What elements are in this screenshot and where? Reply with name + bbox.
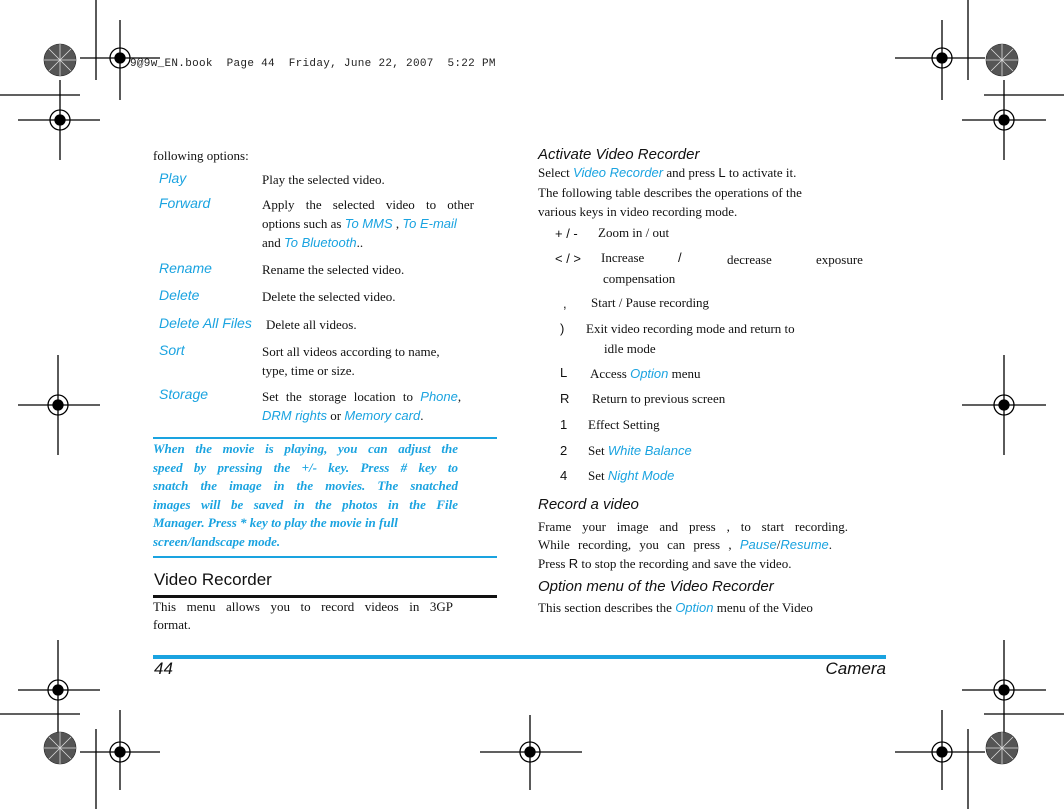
key-option-desc: Access Option menu [590, 366, 701, 381]
key-return: R [560, 391, 570, 406]
key-exit-desc-2: idle mode [604, 341, 656, 356]
print-header: 9@9w_EN.book Page 44 Friday, June 22, 2007 5:22 PM [130, 58, 496, 70]
key-exposure-desc-e: compensation [603, 271, 676, 286]
activate-text: Select Video Recorder and press L to activate it. [538, 165, 797, 180]
key-exit-desc: Exit video recording mode and return to [586, 321, 795, 336]
record-line-3: Press R to stop the recording and save the video. [538, 556, 792, 571]
key-zoom: + / - [555, 226, 578, 241]
option-storage-desc-1: Set the storage location to Phone, [262, 389, 462, 404]
option-delete-all-desc: Delete all videos. [266, 317, 357, 332]
option-rename-desc: Rename the selected video. [262, 262, 405, 277]
page-number: 44 [154, 659, 173, 678]
key-effect: 1 [560, 417, 568, 432]
heading-option-menu: Option menu of the Video Recorder [538, 578, 774, 595]
key-exit: ) [560, 321, 565, 336]
record-line-1: Frame your image and press , to start recording. [538, 519, 848, 534]
option-sort-desc-2: type, time or size. [262, 363, 355, 378]
option-storage-label: Storage [159, 386, 209, 402]
note-top-rule [153, 437, 497, 439]
record-line-2: While recording, you can press , Pause/Resume. [538, 537, 833, 552]
option-rename-label: Rename [159, 260, 212, 276]
heading-activate: Activate Video Recorder [538, 146, 700, 163]
key-exposure-desc-a: Increase [601, 250, 645, 265]
option-forward-label: Forward [159, 195, 211, 211]
note-bottom-rule [153, 556, 497, 558]
option-storage-desc-2: DRM rights or Memory card. [262, 408, 424, 423]
option-play-label: Play [159, 170, 187, 186]
section-body: This menu allows you to record videos in 3GP format. [153, 599, 453, 632]
key-zoom-desc: Zoom in / out [598, 225, 670, 240]
option-sort-desc-1: Sort all videos according to name, [262, 344, 440, 359]
option-forward-desc-1: Apply the selected video to other [262, 197, 474, 212]
table-intro: The following table describes the operations of the various keys in video recording mode. [538, 185, 802, 219]
key-record-desc: Start / Pause recording [591, 295, 710, 310]
key-effect-desc: Effect Setting [588, 417, 660, 432]
key-exposure-desc-c: decrease [727, 252, 772, 267]
key-night-mode-desc: Set Night Mode [588, 468, 675, 483]
option-delete-all-label: Delete All Files [159, 315, 252, 331]
option-sort-label: Sort [159, 342, 185, 358]
chapter-title: Camera [825, 659, 886, 678]
section-title: Video Recorder [154, 570, 272, 589]
intro-text: following options: [153, 148, 249, 163]
option-menu-text: This section describes the Option menu of the Video [538, 600, 813, 615]
key-exposure-desc-b: / [678, 250, 682, 265]
heading-record: Record a video [538, 496, 639, 513]
option-forward-desc-2: options such as To MMS , To E-mail [262, 216, 457, 231]
option-delete-desc: Delete the selected video. [262, 289, 396, 304]
option-forward-desc-3: and To Bluetooth.. [262, 235, 364, 250]
key-option: L [560, 365, 568, 380]
key-return-desc: Return to previous screen [592, 391, 726, 406]
option-delete-label: Delete [159, 287, 200, 303]
key-night-mode: 4 [560, 468, 568, 483]
key-exposure: < / > [555, 251, 582, 266]
key-white-balance-desc: Set White Balance [588, 443, 692, 458]
key-record: , [563, 296, 567, 311]
option-play-desc: Play the selected video. [262, 172, 385, 187]
key-exposure-desc-d: exposure [816, 252, 863, 267]
tip-note: When the movie is playing, you can adjust the speed by pressing the +/- key. Press # key to snatch the image in the movies. The snatched images will be saved in the photos in the File Manager. Press * key to play the movie in full screen/landscape mode. [153, 441, 458, 549]
key-white-balance: 2 [560, 443, 568, 458]
footer-rule [153, 655, 886, 659]
